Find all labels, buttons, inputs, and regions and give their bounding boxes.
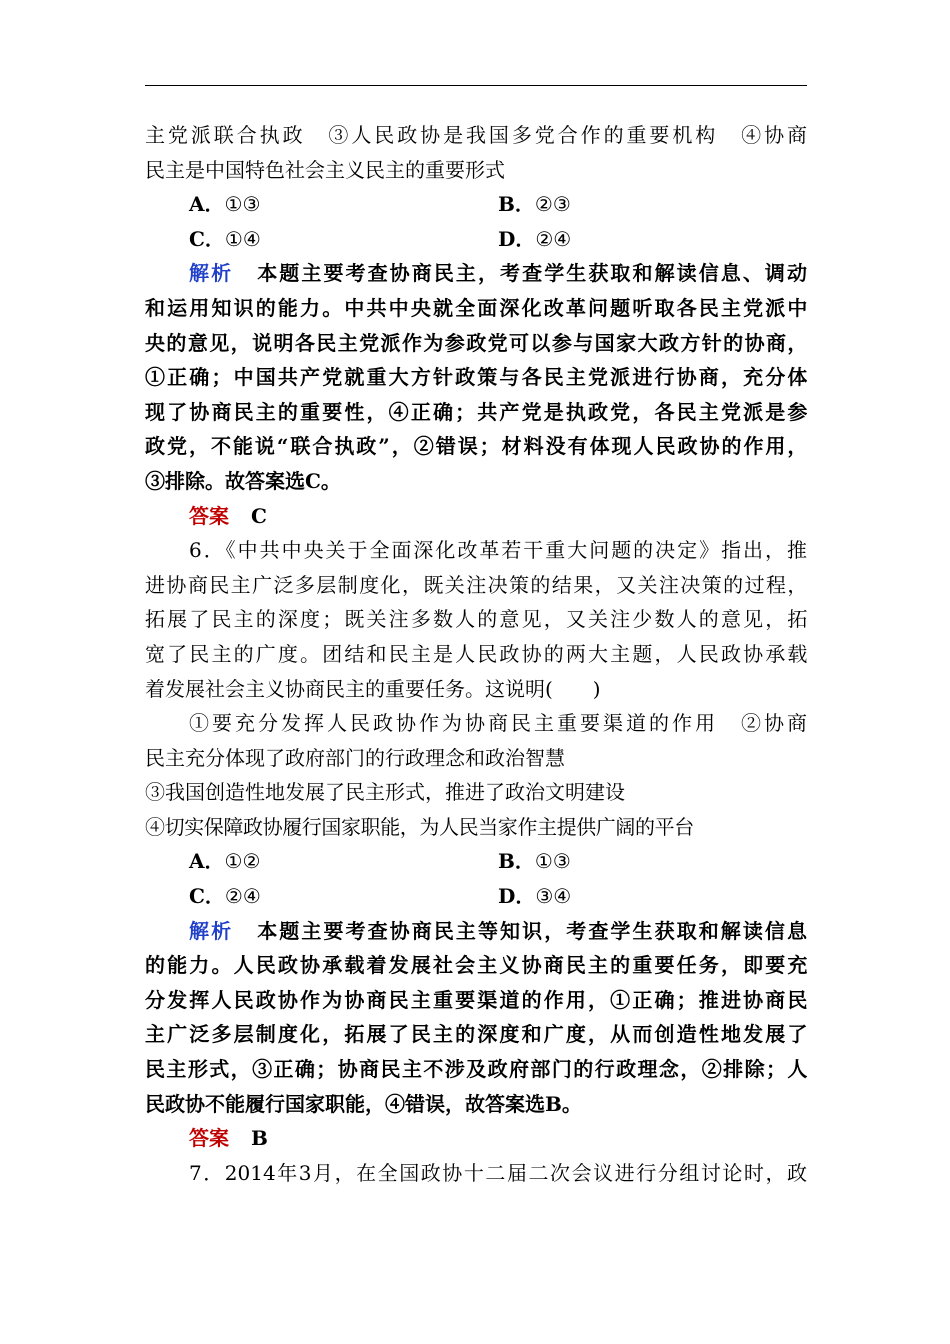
q6-analysis-label: 解析 bbox=[189, 918, 234, 943]
q5-options-row-2 bbox=[145, 222, 807, 257]
q6-answer-line bbox=[145, 1121, 807, 1156]
q5-analysis-line-2: 和运用知识的能力。中共中央就全面深化改革问题听取各民主党派中 bbox=[145, 295, 807, 320]
q5-options-row-1 bbox=[145, 187, 807, 222]
q6-options-row-2 bbox=[145, 879, 807, 914]
q6-options-row-1 bbox=[145, 844, 807, 879]
q5-option-d[interactable]: D．②④ bbox=[498, 226, 572, 251]
q6-answer-label: 答案 bbox=[189, 1126, 229, 1151]
q6-analysis-line-1: 解析 本题主要考查协商民主等知识，考查学生获取和解读信息 bbox=[189, 918, 807, 943]
q5-analysis-line-6: 政党，不能说“联合执政”，②错误；材料没有体现人民政协的作用， bbox=[145, 434, 807, 459]
q6-answer-value: B bbox=[251, 1126, 268, 1151]
q5-answer-line bbox=[145, 499, 807, 534]
q6-stem-line-2: 进协商民主广泛多层制度化，既关注决策的结果，又关注决策的过程， bbox=[145, 572, 807, 597]
q5-analysis-line-4: ①正确；中国共产党就重大方针政策与各民主党派进行协商，充分体 bbox=[145, 365, 807, 390]
q7-stem-line-1: 7．2014年3月，在全国政协十二届二次会议进行分组讨论时，政 bbox=[189, 1160, 807, 1185]
q6-item-line-1: ①要充分发挥人民政协作为协商民主重要渠道的作用 ②协商 bbox=[189, 711, 807, 736]
q6-option-b[interactable]: B．①③ bbox=[498, 849, 571, 874]
q6-option-c[interactable]: C．②④ bbox=[189, 884, 261, 909]
q6-stem-line-5: 着发展社会主义协商民主的重要任务。这说明( ) bbox=[145, 676, 601, 701]
q5-analysis-line-5: 现了协商民主的重要性，④正确；共产党是执政党，各民主党派是参 bbox=[145, 399, 807, 424]
q5-analysis-line-7: ③排除。故答案选C。 bbox=[145, 468, 341, 493]
q6-analysis-line-3: 分发挥人民政协作为协商民主重要渠道的作用，①正确；推进协商民 bbox=[145, 987, 807, 1012]
q5-answer-label: 答案 bbox=[189, 503, 229, 528]
q6-stem-line-1: 6．《中共中央关于全面深化改革若干重大问题的决定》指出，推 bbox=[189, 538, 807, 563]
q5-stem-line-2: 民主是中国特色社会主义民主的重要形式 bbox=[145, 157, 505, 182]
q5-option-a[interactable]: A．①③ bbox=[189, 192, 261, 217]
q5-option-c[interactable]: C．①④ bbox=[189, 226, 261, 251]
q5-answer-value: C bbox=[251, 503, 267, 528]
q5-analysis-line-3: 央的意见，说明各民主党派作为参政党可以参与国家大政方针的协商， bbox=[145, 330, 807, 355]
q6-analysis-line-2: 的能力。人民政协承载着发展社会主义协商民主的重要任务，即要充 bbox=[145, 953, 807, 978]
q6-item-line-2: 民主充分体现了政府部门的行政理念和政治智慧 bbox=[145, 745, 565, 770]
q6-stem-line-4: 宽了民主的广度。团结和民主是人民政协的两大主题，人民政协承载 bbox=[145, 641, 807, 666]
q6-stem-line-3: 拓展了民主的深度；既关注多数人的意见，又关注少数人的意见，拓 bbox=[145, 607, 807, 632]
q6-analysis-line-6: 民政协不能履行国家职能，④错误，故答案选B。 bbox=[145, 1091, 582, 1116]
document-body bbox=[145, 118, 807, 1190]
q5-stem-line-1: 主党派联合执政 ③人民政协是我国多党合作的重要机构 ④协商 bbox=[145, 123, 807, 147]
q6-analysis-line-4: 主广泛多层制度化，拓展了民主的深度和广度，从而创造性地发展了 bbox=[145, 1022, 807, 1047]
q5-analysis-label: 解析 bbox=[189, 261, 234, 286]
q6-analysis-line-5: 民主形式，③正确；协商民主不涉及政府部门的行政理念，②排除；人 bbox=[145, 1057, 807, 1082]
q6-item-line-3: ③我国创造性地发展了民主形式，推进了政治文明建设 bbox=[145, 780, 625, 805]
q6-item-line-4: ④切实保障政协履行国家职能，为人民当家作主提供广阔的平台 bbox=[145, 814, 694, 839]
q5-option-b[interactable]: B．②③ bbox=[498, 192, 571, 217]
q6-option-d[interactable]: D．③④ bbox=[498, 884, 572, 909]
header-rule bbox=[145, 85, 807, 86]
q5-analysis-line-1: 解析 本题主要考查协商民主，考查学生获取和解读信息、调动 bbox=[189, 261, 807, 286]
q6-option-a[interactable]: A．①② bbox=[189, 849, 261, 874]
